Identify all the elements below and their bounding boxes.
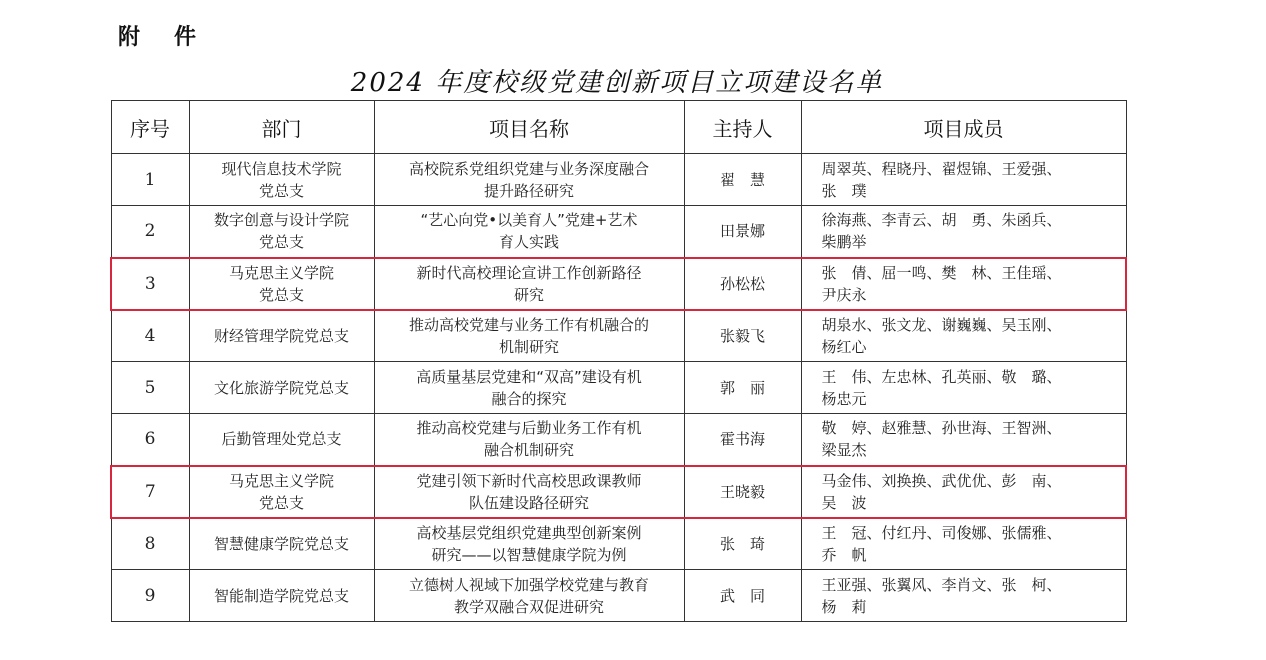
cell-department [189, 206, 374, 258]
cell-project-name [374, 206, 684, 258]
column-header-members: 项目成员 [801, 101, 1126, 154]
table-row [111, 570, 1126, 622]
cell-members-line: 徐海燕、李青云、胡 勇、朱函兵、 [821, 211, 1062, 230]
cell-department [189, 466, 374, 518]
cell-department [189, 258, 374, 310]
cell-members-line: 王亚强、张翼风、李肖文、张 柯、 [821, 575, 1062, 594]
document-title: 2024 年度校级党建创新项目立项建设名单 [350, 68, 884, 98]
cell-department [189, 518, 374, 570]
cell-project-name [374, 154, 684, 206]
cell-department-line: 党总支 [258, 493, 304, 512]
table-row [111, 466, 1126, 518]
cell-members [801, 206, 1126, 258]
cell-members-line: 杨 莉 [821, 597, 867, 616]
cell-host: 霍书海 [684, 414, 801, 466]
cell-members-line: 杨红心 [821, 337, 867, 356]
cell-project-name [374, 570, 684, 622]
cell-no: 3 [111, 258, 189, 310]
table-row [111, 206, 1126, 258]
cell-members-line: 梁显杰 [821, 441, 867, 460]
cell-host: 王晓毅 [684, 466, 801, 518]
column-header-department: 部门 [189, 101, 374, 154]
cell-project-name-line: 队伍建设路径研究 [468, 493, 589, 512]
cell-project-name [374, 258, 684, 310]
cell-members-line: 吴 波 [821, 493, 867, 512]
cell-department-line: 现代信息技术学院 [221, 159, 342, 178]
cell-department-line: 后勤管理处党总支 [221, 430, 342, 449]
cell-project-name-line: 育人实践 [498, 233, 559, 252]
cell-members-line: 王 伟、左忠林、孔英丽、敬 璐、 [821, 367, 1062, 386]
cell-department [189, 570, 374, 622]
column-header-no: 序号 [111, 101, 189, 154]
cell-project-name-line: 新时代高校理论宣讲工作创新路径 [416, 263, 642, 282]
cell-project-name-line: 提升路径研究 [483, 181, 574, 200]
table-row [111, 362, 1126, 414]
cell-members [801, 570, 1126, 622]
cell-members [801, 154, 1126, 206]
cell-department-line: 马克思主义学院 [228, 263, 334, 282]
cell-no: 2 [111, 206, 189, 258]
cell-members-line: 张 倩、屈一鸣、樊 林、王佳瑶、 [821, 263, 1062, 282]
table-row [111, 310, 1126, 362]
table-row [111, 258, 1126, 310]
cell-host: 张毅飞 [684, 310, 801, 362]
cell-host: 武 同 [684, 570, 801, 622]
cell-department [189, 310, 374, 362]
cell-no: 9 [111, 570, 189, 622]
cell-project-name-line: 推动高校党建与业务工作有机融合的 [408, 315, 649, 334]
cell-no: 1 [111, 154, 189, 206]
table-header-row [111, 101, 1126, 154]
cell-no: 6 [111, 414, 189, 466]
cell-members-line: 周翠英、程晓丹、翟煜锦、王爱强、 [821, 159, 1062, 178]
cell-project-name [374, 466, 684, 518]
cell-department [189, 154, 374, 206]
column-header-project-name: 项目名称 [374, 101, 684, 154]
cell-project-name-line: 融合机制研究 [483, 441, 574, 460]
cell-members-line: 胡泉水、张文龙、谢巍巍、吴玉刚、 [821, 315, 1062, 334]
cell-host: 孙松松 [684, 258, 801, 310]
cell-project-name-line: 推动高校党建与后勤业务工作有机 [416, 419, 642, 438]
cell-project-name-line: 立德树人视域下加强学校党建与教育 [408, 575, 649, 594]
cell-members [801, 518, 1126, 570]
cell-no: 8 [111, 518, 189, 570]
cell-department-line: 文化旅游学院党总支 [213, 378, 349, 397]
table-row [111, 154, 1126, 206]
cell-members [801, 362, 1126, 414]
cell-project-name-line: 高质量基层党建和“双高”建设有机 [416, 367, 642, 386]
cell-members-line: 乔 帆 [821, 545, 867, 564]
table-body [111, 154, 1126, 622]
table-row [111, 518, 1126, 570]
table-row [111, 414, 1126, 466]
cell-project-name-line: 党建引领下新时代高校思政课教师 [416, 471, 642, 490]
cell-host: 田景娜 [684, 206, 801, 258]
cell-project-name-line: 机制研究 [498, 337, 559, 356]
cell-no: 5 [111, 362, 189, 414]
cell-project-name [374, 414, 684, 466]
cell-department [189, 414, 374, 466]
cell-project-name [374, 518, 684, 570]
cell-project-name-line: 教学双融合双促进研究 [453, 597, 604, 616]
cell-host: 郭 丽 [684, 362, 801, 414]
cell-project-name-line: 融合的探究 [491, 389, 567, 408]
cell-department-line: 党总支 [258, 285, 304, 304]
cell-project-name [374, 362, 684, 414]
cell-project-name [374, 310, 684, 362]
cell-department [189, 362, 374, 414]
cell-members-line: 马金伟、刘换换、武优优、彭 南、 [821, 471, 1062, 490]
cell-department-line: 智能制造学院党总支 [213, 586, 349, 605]
cell-department-line: 财经管理学院党总支 [213, 326, 349, 345]
project-roster-table [110, 100, 1127, 622]
cell-project-name-line: 高校院系党组织党建与业务深度融合 [408, 159, 649, 178]
attachment-label: 附 件 [118, 25, 203, 50]
cell-members [801, 310, 1126, 362]
cell-members [801, 258, 1126, 310]
cell-department-line: 党总支 [258, 181, 304, 200]
cell-members [801, 414, 1126, 466]
cell-members-line: 柴鹏举 [821, 233, 867, 252]
cell-no: 4 [111, 310, 189, 362]
cell-project-name-line: 研究 [513, 285, 544, 304]
cell-department-line: 数字创意与设计学院 [213, 211, 349, 230]
cell-members-line: 敬 婷、赵雅慧、孙世海、王智洲、 [821, 419, 1062, 438]
cell-members [801, 466, 1126, 518]
cell-project-name-line: 高校基层党组织党建典型创新案例 [416, 523, 642, 542]
cell-members-line: 王 冠、付红丹、司俊娜、张儒雅、 [821, 523, 1062, 542]
cell-department-line: 党总支 [258, 233, 304, 252]
cell-department-line: 智慧健康学院党总支 [213, 534, 349, 553]
cell-members-line: 张 璞 [821, 181, 867, 200]
cell-host: 张 琦 [684, 518, 801, 570]
cell-members-line: 杨忠元 [821, 389, 867, 408]
cell-project-name-line: 研究——以智慧健康学院为例 [431, 545, 627, 564]
cell-members-line: 尹庆永 [821, 285, 867, 304]
cell-no: 7 [111, 466, 189, 518]
cell-host: 翟 慧 [684, 154, 801, 206]
cell-department-line: 马克思主义学院 [228, 471, 334, 490]
column-header-host: 主持人 [684, 101, 801, 154]
cell-project-name-line: “艺心向党•以美育人”党建+艺术 [420, 211, 638, 230]
